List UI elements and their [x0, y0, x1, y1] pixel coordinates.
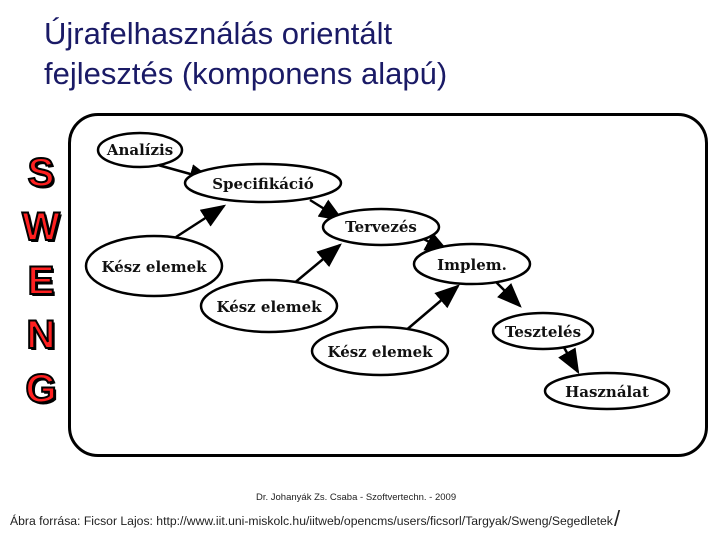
footer-credit: Dr. Johanyák Zs. Csaba - Szoftvertechn. - 2009 — [256, 492, 457, 503]
sweng-letter-s: S — [27, 151, 55, 195]
node-kesz-elemek-3-label: Kész elemek — [327, 343, 433, 361]
arrow-kesz3-to-implem — [404, 286, 458, 332]
node-kesz-elemek-1-label: Kész elemek — [101, 258, 207, 276]
node-kesz-elemek-2-label: Kész elemek — [216, 298, 322, 316]
source-trailing-slash: / — [614, 506, 621, 531]
node-hasznalat-label: Használat — [565, 383, 649, 401]
node-analizis — [98, 133, 182, 167]
node-kesz-elemek-2 — [201, 280, 337, 332]
node-kesz-elemek-3 — [312, 327, 448, 375]
node-implem-label: Implem. — [437, 256, 507, 274]
sweng-letter-n: N — [26, 313, 56, 357]
arrow-implem-to-teszteles — [496, 282, 520, 306]
slide-title-line-2: fejlesztés (komponens alapú) — [44, 56, 448, 91]
node-tervezes-label: Tervezés — [345, 218, 417, 236]
node-kesz-elemek-1 — [86, 236, 222, 296]
arrow-kesz1-to-specifikacio — [176, 206, 224, 237]
node-hasznalat — [545, 373, 669, 409]
node-specifikacio — [185, 164, 341, 202]
sweng-letter-e: E — [27, 259, 55, 303]
node-teszteles-label: Tesztelés — [504, 323, 582, 341]
slide-title-line-1: Újrafelhasználás orientált — [44, 16, 393, 51]
node-analizis-label: Analízis — [106, 141, 174, 159]
sweng-letter-g: G — [25, 367, 57, 411]
arrow-kesz2-to-tervezes — [292, 245, 340, 285]
node-specifikacio-label: Specifikáció — [212, 175, 314, 193]
figure-source-note: Ábra forrása: Ficsor Lajos: http://www.iit.uni-miskolc.hu/iitweb/opencms/users/ficsorl/Targyak/Sweng/Segedletek — [10, 514, 613, 528]
node-tervezes — [323, 209, 439, 245]
sweng-letter-w: W — [22, 205, 60, 249]
node-implem — [414, 244, 530, 284]
node-teszteles — [493, 313, 593, 349]
